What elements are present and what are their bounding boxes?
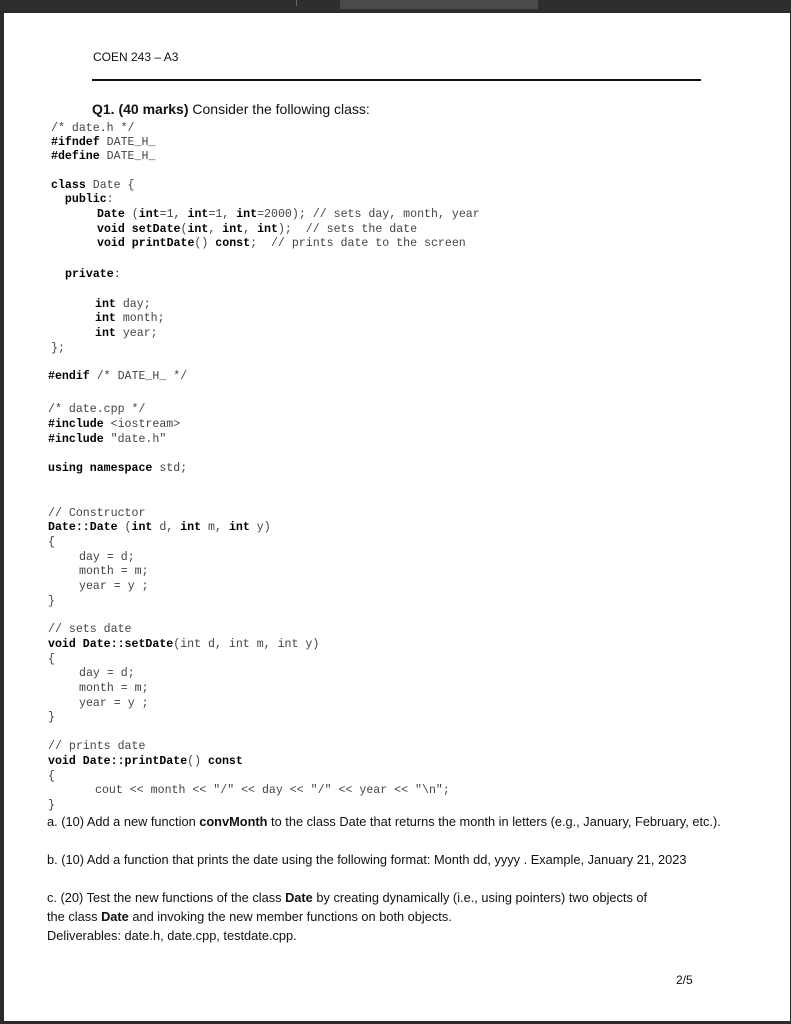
code-line: #include <iostream> bbox=[48, 418, 181, 431]
code-line: #include "date.h" bbox=[48, 433, 167, 446]
code-line: Date::Date (int d, int m, int y) bbox=[48, 521, 271, 534]
code-line: }; bbox=[51, 342, 65, 355]
code-line: { bbox=[48, 770, 55, 783]
code-line: year = y ; bbox=[79, 580, 149, 593]
code-line: cout << month << "/" << day << "/" << year << "\n"; bbox=[95, 784, 450, 797]
code-line: void Date::printDate() const bbox=[48, 755, 243, 768]
page-number: 2/5 bbox=[676, 973, 693, 987]
page-header: COEN 243 – A3 bbox=[93, 50, 179, 64]
document-page bbox=[4, 13, 790, 1021]
question-heading bbox=[92, 101, 370, 117]
code-line: #endif /* DATE_H_ */ bbox=[48, 370, 188, 383]
code-line: } bbox=[48, 799, 55, 812]
instruction-paragraph: Deliverables: date.h, date.cpp, testdate.cpp. bbox=[47, 928, 297, 943]
code-line: int day; bbox=[95, 298, 151, 311]
code-line: class Date { bbox=[51, 179, 135, 192]
code-line: day = d; bbox=[79, 551, 135, 564]
question-intro: Consider the following class: bbox=[192, 101, 370, 117]
code-line: void setDate(int, int, int); // sets the date bbox=[97, 223, 418, 236]
code-line: /* date.cpp */ bbox=[48, 403, 146, 416]
viewer-toolbar bbox=[0, 0, 791, 11]
instruction-paragraph: a. (10) Add a new function convMonth to the class Date that returns the month in letters (e.g., January, February, etc.). bbox=[47, 814, 721, 829]
code-line: int month; bbox=[95, 312, 165, 325]
code-line: void Date::setDate(int d, int m, int y) bbox=[48, 638, 320, 651]
code-line: } bbox=[48, 595, 55, 608]
code-line: using namespace std; bbox=[48, 462, 188, 475]
code-line: month = m; bbox=[79, 682, 149, 695]
code-line: // Constructor bbox=[48, 507, 146, 520]
code-line: // sets date bbox=[48, 623, 132, 636]
code-line: month = m; bbox=[79, 565, 149, 578]
code-line: #define DATE_H_ bbox=[51, 150, 156, 163]
toolbar-tab[interactable] bbox=[340, 0, 538, 9]
code-line: year = y ; bbox=[79, 697, 149, 710]
code-line: int year; bbox=[95, 327, 158, 340]
instruction-paragraph: b. (10) Add a function that prints the date using the following format: Month dd, yyyy . Example, January 21, 2023 bbox=[47, 852, 687, 867]
code-line: void printDate() const; // prints date to the screen bbox=[97, 237, 466, 250]
code-line: day = d; bbox=[79, 667, 135, 680]
code-line: private: bbox=[65, 268, 121, 281]
header-rule bbox=[92, 79, 701, 81]
question-label: Q1. (40 marks) bbox=[92, 101, 189, 117]
code-line: /* date.h */ bbox=[51, 122, 135, 135]
code-line: { bbox=[48, 536, 55, 549]
code-line: public: bbox=[64, 193, 114, 206]
code-line: // prints date bbox=[48, 740, 146, 753]
code-line: #ifndef DATE_H_ bbox=[51, 136, 156, 149]
instruction-paragraph: c. (20) Test the new functions of the class Date by creating dynamically (i.e., using pointers) two objects of the class Date and invoking the new member functions on both objects. bbox=[47, 890, 648, 924]
toolbar-separator bbox=[296, 0, 297, 6]
code-line: Date (int=1, int=1, int=2000); // sets day, month, year bbox=[97, 208, 480, 221]
code-line: } bbox=[48, 711, 55, 724]
code-line: { bbox=[48, 653, 55, 666]
